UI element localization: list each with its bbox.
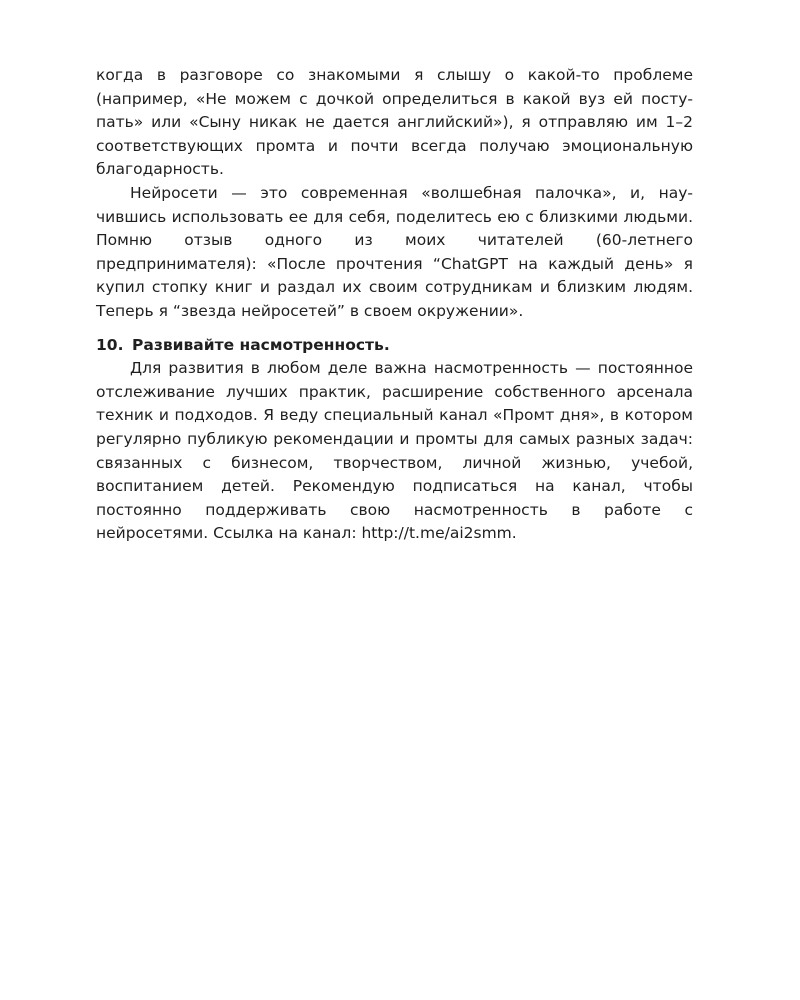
- section-number: 10.: [96, 335, 124, 354]
- paragraph-magic-wand: Нейросети — это современная «волшебная палочка», и, научившись использовать ее для себя, поделитесь ею с близкими людьми. Помню отзыв одного из моих читателей (60-летнего предпринимателя): «После прочтения “ChatGPT на каждый день» я купил стопку книг и раздал их своим сотрудникам и близким людям. Теперь я “звезда нейросетей” в своем окружении».: [96, 183, 693, 320]
- paragraph-develop-insight: Для развития в любом деле важна насмотренность — постоянное отслеживание лучших практик, расширение собственного арсенала техник и подходов. Я веду специальный канал «Промт дня», в котором регулярно публикую рекомендации и промты для самых разных задач: связанных с бизнесом, творчеством, личной жизнью, учебой, воспитанием детей. Рекомендую подписаться на канал, чтобы постоянно поддерживать свою насмотренность в работе с нейросетями. Ссылка на канал: http://t.me/ai2smm.: [96, 359, 693, 543]
- section-title: Развивайте насмотренность.: [132, 335, 390, 354]
- section-heading: [96, 334, 693, 358]
- document-page: [96, 64, 693, 546]
- paragraph-problem-prompts: когда в разговоре со знакомыми я слышу о какой-то проблеме (например, «Не можем с дочкой определиться в какой вуз ей поступать» или «Сыну никак не дается английский»), я отправляю им 1–2 соответствующих промта и почти всегда получаю эмоциональную благодарность.: [96, 66, 693, 179]
